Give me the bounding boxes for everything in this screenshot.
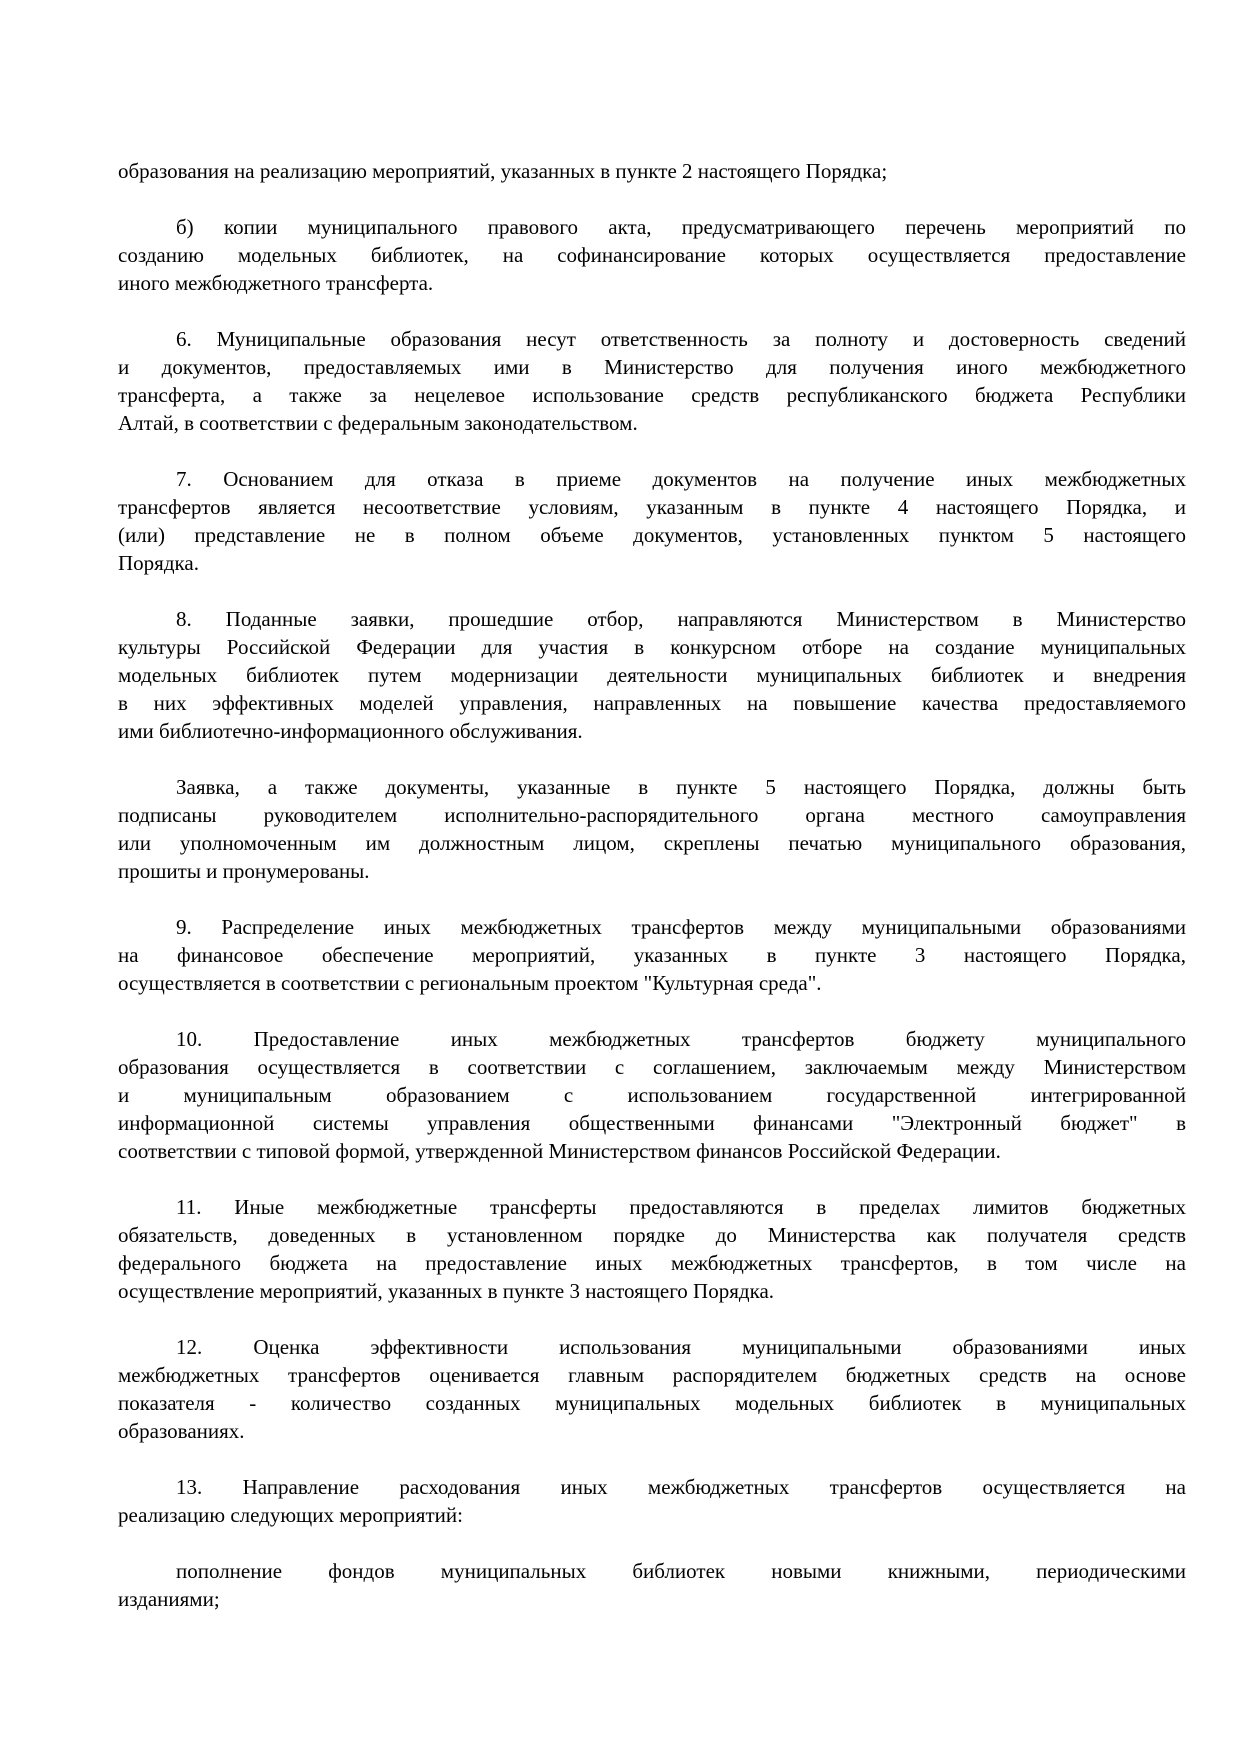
text-line: осуществляется в соответствии с региональным проектом "Культурная среда".	[118, 971, 822, 995]
text-line: 11. Иные межбюджетные трансферты предоставляются в пределах лимитов бюджетных	[176, 1195, 1186, 1219]
text-line: и муниципальным образованием с использованием государственной интегрированной	[118, 1083, 1186, 1107]
text-line: прошиты и пронумерованы.	[118, 859, 370, 883]
text-line: показателя - количество созданных муниципальных модельных библиотек в муниципальных	[118, 1391, 1186, 1415]
paragraph	[118, 1025, 1186, 1165]
text-line: образованиях.	[118, 1419, 245, 1443]
paragraph	[118, 1333, 1186, 1445]
paragraph	[118, 913, 1186, 997]
text-line: межбюджетных трансфертов оценивается главным распорядителем бюджетных средств на основе	[118, 1363, 1186, 1387]
text-line: 8. Поданные заявки, прошедшие отбор, направляются Министерством в Министерство	[176, 607, 1186, 631]
paragraph	[118, 213, 1186, 297]
text-line: ими библиотечно-информационного обслуживания.	[118, 719, 583, 743]
text-line: соответствии с типовой формой, утвержденной Министерством финансов Российской Федерации.	[118, 1139, 1001, 1163]
text-line: информационной системы управления общественными финансами "Электронный бюджет" в	[118, 1111, 1186, 1135]
text-line: Заявка, а также документы, указанные в пункте 5 настоящего Порядка, должны быть	[176, 775, 1186, 799]
text-line: Порядка.	[118, 551, 199, 575]
text-line: 9. Распределение иных межбюджетных трансфертов между муниципальными образованиями	[176, 915, 1186, 939]
text-line: (или) представление не в полном объеме документов, установленных пунктом 5 настоящего	[118, 523, 1186, 547]
paragraph	[118, 325, 1186, 437]
text-line: федерального бюджета на предоставление иных межбюджетных трансфертов, в том числе на	[118, 1251, 1186, 1275]
text-line: образования на реализацию мероприятий, указанных в пункте 2 настоящего Порядка;	[118, 159, 888, 183]
text-line: подписаны руководителем исполнительно-распорядительного органа местного самоуправления	[118, 803, 1186, 827]
text-line: пополнение фондов муниципальных библиотек новыми книжными, периодическими	[176, 1559, 1186, 1583]
text-line: 10. Предоставление иных межбюджетных трансфертов бюджету муниципального	[176, 1027, 1186, 1051]
text-line: 6. Муниципальные образования несут ответственность за полноту и достоверность сведений	[176, 327, 1186, 351]
text-line: трансфертов является несоответствие условиям, указанным в пункте 4 настоящего Порядка, и	[118, 495, 1186, 519]
paragraph	[118, 157, 1186, 185]
text-line: 12. Оценка эффективности использования муниципальными образованиями иных	[176, 1335, 1186, 1359]
text-line: иного межбюджетного трансферта.	[118, 271, 434, 295]
paragraph	[118, 605, 1186, 745]
text-line: и документов, предоставляемых ими в Министерство для получения иного межбюджетного	[118, 355, 1186, 379]
document-page	[118, 157, 1186, 1641]
text-line: на финансовое обеспечение мероприятий, указанных в пункте 3 настоящего Порядка,	[118, 943, 1186, 967]
paragraph	[118, 465, 1186, 577]
paragraph	[118, 1557, 1186, 1613]
text-line: обязательств, доведенных в установленном порядке до Министерства как получателя средств	[118, 1223, 1186, 1247]
text-line: 13. Направление расходования иных межбюджетных трансфертов осуществляется на	[176, 1475, 1186, 1499]
paragraph	[118, 1193, 1186, 1305]
text-line: модельных библиотек путем модернизации деятельности муниципальных библиотек и внедрения	[118, 663, 1186, 687]
text-line: реализацию следующих мероприятий:	[118, 1503, 463, 1527]
text-line: 7. Основанием для отказа в приеме документов на получение иных межбюджетных	[176, 467, 1186, 491]
text-line: Алтай, в соответствии с федеральным законодательством.	[118, 411, 638, 435]
text-line: образования осуществляется в соответствии с соглашением, заключаемым между Министерством	[118, 1055, 1186, 1079]
text-line: трансферта, а также за нецелевое использование средств республиканского бюджета Республики	[118, 383, 1186, 407]
text-line: изданиями;	[118, 1587, 220, 1611]
paragraph	[118, 773, 1186, 885]
text-line: в них эффективных моделей управления, направленных на повышение качества предоставляемого	[118, 691, 1186, 715]
text-line: б) копии муниципального правового акта, предусматривающего перечень мероприятий по	[176, 215, 1186, 239]
paragraph	[118, 1473, 1186, 1529]
text-line: осуществление мероприятий, указанных в пункте 3 настоящего Порядка.	[118, 1279, 775, 1303]
text-line: созданию модельных библиотек, на софинансирование которых осуществляется предоставление	[118, 243, 1186, 267]
text-line: культуры Российской Федерации для участия в конкурсном отборе на создание муниципальных	[118, 635, 1186, 659]
text-line: или уполномоченным им должностным лицом, скреплены печатью муниципального образования,	[118, 831, 1186, 855]
